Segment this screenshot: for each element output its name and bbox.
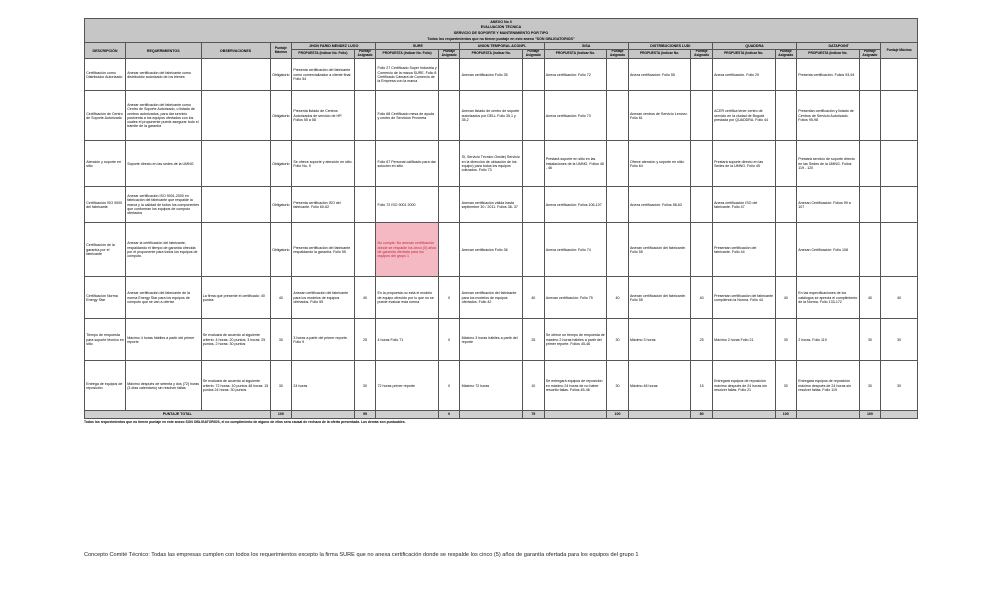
cell-propuesta: Prestará soporte en sitio en las instalaciones de la UMNG. Folios 45 - 46 <box>544 141 607 187</box>
cell-puntaje-asignado <box>523 91 545 141</box>
cell-propuesta: Máximo 48 horas <box>628 361 691 411</box>
total-empty <box>628 411 691 418</box>
cell-propuesta: Presentan certificación del fabricante cumpliendo la Norma. Folio 44 <box>712 277 775 319</box>
cell-observacion <box>201 91 270 141</box>
cell-puntaje-asignado: 30 <box>775 319 797 361</box>
cell-requerimiento: Máximo después de setenta y dos (72) horas (3 días calendario) sin resolver fallas <box>126 361 202 411</box>
cell-puntaje-asignado: 10 <box>523 361 545 411</box>
cell-propuesta: Folio 27 Certificado Super Industria y Comercio de la marca SURE. Folio 8 Certificado Cámara de Comercio de la Empresa con la marca <box>376 59 439 91</box>
cell-puntaje-asignado: 25 <box>523 319 545 361</box>
cell-puntaje-maximo: Obligatorio <box>270 187 292 223</box>
cell-puntaje-asignado: 25 <box>691 319 713 361</box>
cell-puntaje-asignado <box>607 223 629 277</box>
col-descripcion: DESCRIPCIÓN <box>85 43 126 59</box>
cell-puntaje-asignado <box>775 59 797 91</box>
cell-propuesta: Anexan certificación Folio 36 <box>460 223 523 277</box>
propuesta-header: PROPUESTA (Indicar No. Folio) <box>292 49 355 59</box>
total-score: 100 <box>607 411 629 418</box>
cell-puntaje-asignado: 30 <box>775 361 797 411</box>
cell-propuesta: Anexan certificación válida hasta septiembre 30 / 2011. Folios 36- 37 <box>460 187 523 223</box>
cell-propuesta: Máximo 3 horas hábiles a partir del reporte <box>460 319 523 361</box>
cell-propuesta: Anexan certificación Folio 35 <box>460 59 523 91</box>
cell-propuesta: 2 horas. Folio 119 <box>797 319 860 361</box>
cell-puntaje-asignado <box>438 91 460 141</box>
cell-propuesta: Presenta certificación del fabricante como comercializador a cliente final. Folio 54 <box>292 59 355 91</box>
total-label: PUNTAJE TOTAL <box>85 411 271 418</box>
cell-propuesta: Máximo 72 horas <box>460 361 523 411</box>
total-empty <box>712 411 775 418</box>
total-empty <box>797 411 860 418</box>
cell-propuesta: Anexa certificación ISO del fabricante. Folio 47 <box>712 187 775 223</box>
table-row <box>85 223 918 277</box>
technical-committee-concept: Concepto Comité Técnico: Todas las empresas cumplen con todos los requerimientos excepto la firma SURE que no anexa certificación donde se respalde los cinco (5) años de garantía ofertada para los equipos del grupo 1 <box>84 552 639 558</box>
cell-puntaje-asignado <box>607 187 629 223</box>
cell-puntaje-maximo-end <box>881 141 918 187</box>
cell-propuesta: ACER certifica tener centro de servicio en la ciudad de Bogotá prestada por QUADDRA. Folio 44 <box>712 91 775 141</box>
cell-puntaje-asignado <box>354 187 376 223</box>
cell-puntaje-asignado <box>691 141 713 187</box>
total-score: 80 <box>691 411 713 418</box>
cell-puntaje-asignado: 0 <box>438 277 460 319</box>
cell-puntaje-maximo: 30 <box>270 319 292 361</box>
cell-puntaje-maximo: 30 <box>270 361 292 411</box>
cell-puntaje-asignado <box>438 223 460 277</box>
cell-propuesta: Presenta certificación del fabricante respaldando la garantía. Folio 55 <box>292 223 355 277</box>
cell-puntaje-asignado <box>859 59 881 91</box>
cell-puntaje-asignado: 40 <box>523 277 545 319</box>
cell-puntaje-asignado <box>523 187 545 223</box>
cell-puntaje-asignado <box>859 187 881 223</box>
cell-propuesta: Prestará servicio de soporte directo en las Sedes de la UMNG. Folios 119 - 120 <box>797 141 860 187</box>
cell-puntaje-asignado <box>438 141 460 187</box>
company-header: QUADDRA <box>712 43 796 49</box>
cell-propuesta: Presenta certificación. Folios 93-94 <box>797 59 860 91</box>
cell-puntaje-asignado: 40 <box>691 277 713 319</box>
header-service: SERVICIO DE SOPORTE Y MANTENIMIENTO POR TIPO <box>85 31 918 37</box>
cell-puntaje-asignado <box>691 59 713 91</box>
table-row <box>85 187 918 223</box>
total-score: 75 <box>523 411 545 418</box>
table-row <box>85 59 918 91</box>
company-header: SURE <box>376 43 460 49</box>
col-puntaje-maximo-end: Puntaje Máximo <box>881 43 918 59</box>
cell-puntaje-asignado: 40 <box>775 277 797 319</box>
cell-puntaje-asignado <box>859 141 881 187</box>
cell-requerimiento: Máximo 4 horas hábiles a partir del primer reporte <box>126 319 202 361</box>
cell-puntaje-maximo-end: 40 <box>881 277 918 319</box>
col-observaciones: OBSERVACIONES <box>201 43 270 59</box>
cell-propuesta: Prestará soporte directo en las Sedes de la UMNG. Folio 45 <box>712 141 775 187</box>
col-puntaje-maximo: Puntaje Máximo <box>270 43 292 59</box>
cell-propuesta: Ofrece atención y soporte en sitio: Folio 64 <box>628 141 691 187</box>
cell-puntaje-asignado <box>438 187 460 223</box>
cell-puntaje-maximo: Obligatorio <box>270 223 292 277</box>
total-row <box>85 411 918 418</box>
company-header: JHON FARID MENDEZ LUGO <box>292 43 376 49</box>
cell-observacion <box>201 59 270 91</box>
total-end <box>881 411 918 418</box>
cell-propuesta: Folio 72 ISO 9001 2000 <box>376 187 439 223</box>
cell-propuesta: Anexan certificación del fabricante para los modelos de equipos ofertados. Folio 55 <box>292 277 355 319</box>
cell-puntaje-asignado: 25 <box>354 319 376 361</box>
cell-puntaje-asignado <box>354 59 376 91</box>
cell-puntaje-maximo-end <box>881 59 918 91</box>
cell-puntaje-asignado <box>859 91 881 141</box>
cell-propuesta: Anexa certificación: Folio 55 <box>628 59 691 91</box>
table-row <box>85 91 918 141</box>
cell-propuesta: Se ofrece soporte y atención en sitio. Folio No. 9 <box>292 141 355 187</box>
cell-puntaje-asignado: 30 <box>859 319 881 361</box>
cell-propuesta: Presenta certificación ISO del fabricante. Folio 60-62 <box>292 187 355 223</box>
cell-puntaje-asignado <box>523 59 545 91</box>
cell-propuesta: Anexan certificación del fabricante para los modelos de equipos ofertados. Folio 42 <box>460 277 523 319</box>
cell-puntaje-maximo: Obligatorio <box>270 59 292 91</box>
header-note: Todos los requerimientos que no tienen puntaje en este anexo "SON OBLIGATORIOS" <box>85 36 918 42</box>
cell-puntaje-asignado <box>691 223 713 277</box>
cell-descripcion: Tiempo de respuesta para soporte técnico en sitio <box>85 319 126 361</box>
cell-puntaje-asignado <box>354 141 376 187</box>
table-row <box>85 361 918 411</box>
cell-propuesta: Máximo 2 horas Folio 21 <box>712 319 775 361</box>
propuesta-header: PROPUESTA (Indicar No. Folio) <box>376 49 439 59</box>
cell-propuesta: Anexa certificación: Folios 58-63 <box>628 187 691 223</box>
cell-descripcion: Certificación como Distribuidor Autorizado <box>85 59 126 91</box>
cell-descripcion: Certificación Norma Energy Star <box>85 277 126 319</box>
cell-observacion <box>201 187 270 223</box>
evaluation-table <box>84 18 918 419</box>
total-score: 0 <box>438 411 460 418</box>
table-row <box>85 319 918 361</box>
cell-puntaje-maximo: Obligatorio <box>270 91 292 141</box>
cell-puntaje-maximo: 40 <box>270 277 292 319</box>
cell-propuesta: 3 horas a partir del primer reporte. Folio 9 <box>292 319 355 361</box>
cell-propuesta: Anexan certificación del fabricante: Folio 55 <box>628 223 691 277</box>
puntaje-asignado-header: Puntaje Asignado <box>691 49 713 59</box>
cell-propuesta: SI, Servicio Técnico Onsite) Servicio en la dirección de ubicación de los equipo) para todos los equipos cotizados. Folio 73 <box>460 141 523 187</box>
total-max: 100 <box>270 411 292 418</box>
cell-puntaje-asignado: 30 <box>354 361 376 411</box>
cell-propuesta: Anexa certificación. Folio 29 <box>712 59 775 91</box>
cell-propuesta: Entregará equipos de reposición máximo después de 24 horas sin resolver fallas. Folio 119 <box>797 361 860 411</box>
cell-puntaje-asignado: 0 <box>438 319 460 361</box>
puntaje-asignado-header: Puntaje Asignado <box>438 49 460 59</box>
cell-propuesta: Anexan certificación: Folio 75 <box>544 277 607 319</box>
cell-propuesta: Anexan Certificación: Folios 99 a 107 <box>797 187 860 223</box>
cell-observacion: Se evaluará de acuerdo al siguiente criterio: 4 horas: 20 puntos; 3 horas: 25 puntos, 2 horas: 30 puntos <box>201 319 270 361</box>
cell-requerimiento: Anexar certificación del fabricante como distribuidor autorizado de los bienes <box>126 59 202 91</box>
cell-puntaje-asignado <box>859 223 881 277</box>
company-header: DATAPOINT <box>797 43 881 49</box>
cell-puntaje-asignado <box>607 59 629 91</box>
cell-puntaje-maximo: Obligatorio <box>270 141 292 187</box>
cell-puntaje-asignado: 0 <box>438 361 460 411</box>
cell-puntaje-asignado: 40 <box>859 277 881 319</box>
total-score: 95 <box>354 411 376 418</box>
cell-requerimiento: Anexar certificación ISO 9001-2000 en fabricación del fabricante que respalde la marca y la calidad de todos los componentes que conforman los equipos de computo ofertados <box>126 187 202 223</box>
cell-requerimiento: Anexar certificación del fabricante como Centro de Soporte Autorizado, o listado de centros autorizados, para dar servicio postventa a los equipos ofertados con los cuales el proponente puede asegurar todo el trámite de la garantía <box>126 91 202 141</box>
cell-propuesta: Anexa certificación: Folio 74 <box>544 223 607 277</box>
cell-requerimiento: Anexar certificación del fabricante de la norma Energy Star para los equipos de computo que se van a ofertar <box>126 277 202 319</box>
total-empty <box>376 411 439 418</box>
cell-descripcion: Atención y soporte en sitio <box>85 141 126 187</box>
cell-puntaje-asignado <box>607 91 629 141</box>
cell-propuesta: Se entregará equipos de reposición en máximo 24 horas de no haber resuelto fallas. Folios 45-46 <box>544 361 607 411</box>
cell-observacion <box>201 141 270 187</box>
cell-descripcion: Certificación de Centro de Soporte Autorizado <box>85 91 126 141</box>
cell-puntaje-maximo-end <box>881 91 918 141</box>
puntaje-asignado-header: Puntaje Asignado <box>354 49 376 59</box>
cell-puntaje-maximo-end: 30 <box>881 361 918 411</box>
cell-puntaje-maximo-end <box>881 223 918 277</box>
cell-propuesta: 72 horas primer reporte <box>376 361 439 411</box>
cell-observacion <box>201 223 270 277</box>
cell-puntaje-maximo-end <box>881 187 918 223</box>
header-evaluation: EVALUACIÓN TÉCNICA <box>85 25 918 31</box>
cell-propuesta: Anexan listado de centro de soporte autorizados por DELL Folio 35,1 y 35,2 <box>460 91 523 141</box>
cell-puntaje-asignado <box>775 141 797 187</box>
cell-puntaje-maximo-end: 30 <box>881 319 918 361</box>
puntaje-asignado-header: Puntaje Asignado <box>859 49 881 59</box>
propuesta-header: PROPUESTA (Indicar No. <box>460 49 523 59</box>
cell-puntaje-asignado: 30 <box>607 361 629 411</box>
puntaje-asignado-header: Puntaje Asignado <box>523 49 545 59</box>
cell-puntaje-asignado: 30 <box>859 361 881 411</box>
cell-puntaje-asignado <box>607 141 629 187</box>
total-empty <box>460 411 523 418</box>
company-header: UNION TEMPORAL ACONFI- <box>460 43 544 49</box>
cell-puntaje-asignado <box>354 223 376 277</box>
cell-puntaje-asignado <box>691 187 713 223</box>
cell-puntaje-asignado: 30 <box>607 319 629 361</box>
cell-propuesta: Anexa certificación: Folio 72 <box>544 59 607 91</box>
header-annex: ANEXO No 3 <box>85 19 918 25</box>
table-row <box>85 277 918 319</box>
cell-propuesta: Anexan centros de Servicio Lenovo: Folio 61 <box>628 91 691 141</box>
cell-puntaje-asignado <box>775 187 797 223</box>
cell-puntaje-asignado <box>354 91 376 141</box>
cell-propuesta: Anexa certificación: Folios 106-107 <box>544 187 607 223</box>
total-score: 100 <box>859 411 881 418</box>
cell-propuesta: Máximo 3 horas <box>628 319 691 361</box>
cell-descripcion: Certificación de la garantía por el fabricante <box>85 223 126 277</box>
total-score: 100 <box>775 411 797 418</box>
cell-propuesta: En la propuesta no está el modelo de equipo ofrecido por lo que no se puede evaluar esta norma <box>376 277 439 319</box>
cell-propuesta: Folio 68 Certificado mesa de ayuda y centro de Servicios Proveeta <box>376 91 439 141</box>
cell-propuesta: Presenta listado de Centros Autorizados de servicio de HP. Folios 55 a 58 <box>292 91 355 141</box>
puntaje-asignado-header: Puntaje Asignado <box>607 49 629 59</box>
cell-observacion: La firma que presente el certificado: 40 puntos <box>201 277 270 319</box>
cell-puntaje-asignado: 40 <box>354 277 376 319</box>
puntaje-asignado-header: Puntaje Asignado <box>775 49 797 59</box>
cell-puntaje-asignado <box>523 223 545 277</box>
cell-puntaje-asignado <box>691 91 713 141</box>
cell-descripcion: Certificación ISO 9000 del fabricante <box>85 187 126 223</box>
cell-puntaje-asignado <box>775 223 797 277</box>
total-empty <box>292 411 355 418</box>
cell-puntaje-asignado: 40 <box>607 277 629 319</box>
company-header: SISA <box>544 43 628 49</box>
total-empty <box>544 411 607 418</box>
cell-propuesta: Se ofrece un tiempo de respuesta de máximo 2 horas hábiles a partir del primer reporte. Folios 45-46 <box>544 319 607 361</box>
cell-puntaje-asignado <box>775 91 797 141</box>
cell-propuesta: Presentan certificación del fabricante. Folio 44 <box>712 223 775 277</box>
cell-propuesta: En las especificaciones de los catálogos se aprecia el cumplimiento de la Norma. Folio 133-172 <box>797 277 860 319</box>
propuesta-header: PROPUESTA (Indicar No. <box>544 49 607 59</box>
cell-puntaje-asignado <box>438 59 460 91</box>
cell-propuesta: Anexan Certificación: Folio 108 <box>797 223 860 277</box>
table-row <box>85 141 918 187</box>
propuesta-header: PROPUESTA (Indicar No. <box>797 49 860 59</box>
cell-propuesta: 24 horas <box>292 361 355 411</box>
col-requerimientos: REQUERIMIENTOS <box>126 43 202 59</box>
cell-propuesta: Presentan certificación y listado de Centros de Servicio Autorizado. Folios 95-98 <box>797 91 860 141</box>
evaluation-sheet <box>84 18 918 424</box>
cell-observacion: Se evaluará de acuerdo al siguiente criterio: 72 horas: 10 puntos 48 horas: 15 puntos 24 horas: 30 puntos <box>201 361 270 411</box>
propuesta-header: PROPUESTA (Indicar No. <box>712 49 775 59</box>
cell-propuesta: Entregará equipos de reposición máximo después de 24 horas sin resolver fallas. Folio 21 <box>712 361 775 411</box>
footnote: Todos los requerimientos que no tienen puntaje en este anexo SON OBLIGATORIOS, el no cumplimiento de alguno de ellos sera causal de rechazo de la oferta presentada. Los demás son puntuables. <box>84 419 406 424</box>
cell-descripcion: Entrega de equipos de reposición <box>85 361 126 411</box>
cell-requerimiento: Anexar la certificación del fabricante, respaldando el tiempo de garantía ofrecida por el proponente para todos los equipos de cómputo. <box>126 223 202 277</box>
cell-requerimiento: Soporte directo en las sedes de la UMNG <box>126 141 202 187</box>
cell-puntaje-asignado: 15 <box>691 361 713 411</box>
propuesta-header: PROPUESTA (Indicar No. <box>628 49 691 59</box>
cell-propuesta: Anexa certificación: Folio 73 <box>544 91 607 141</box>
cell-propuesta: 4 horas Folio 71 <box>376 319 439 361</box>
cell-propuesta: Anexan certificación del fabricante: Folio 55 <box>628 277 691 319</box>
cell-puntaje-asignado <box>523 141 545 187</box>
company-header: DISTRIBUCIONES LUDI <box>628 43 712 49</box>
cell-propuesta: Folio 67 Personal calificado para dar solución en sitio <box>376 141 439 187</box>
cell-propuesta: No cumple: No anexan certificación donde se respalde los cinco (5) años de garantía ofertada para los equipos del grupo 1 <box>376 223 439 277</box>
